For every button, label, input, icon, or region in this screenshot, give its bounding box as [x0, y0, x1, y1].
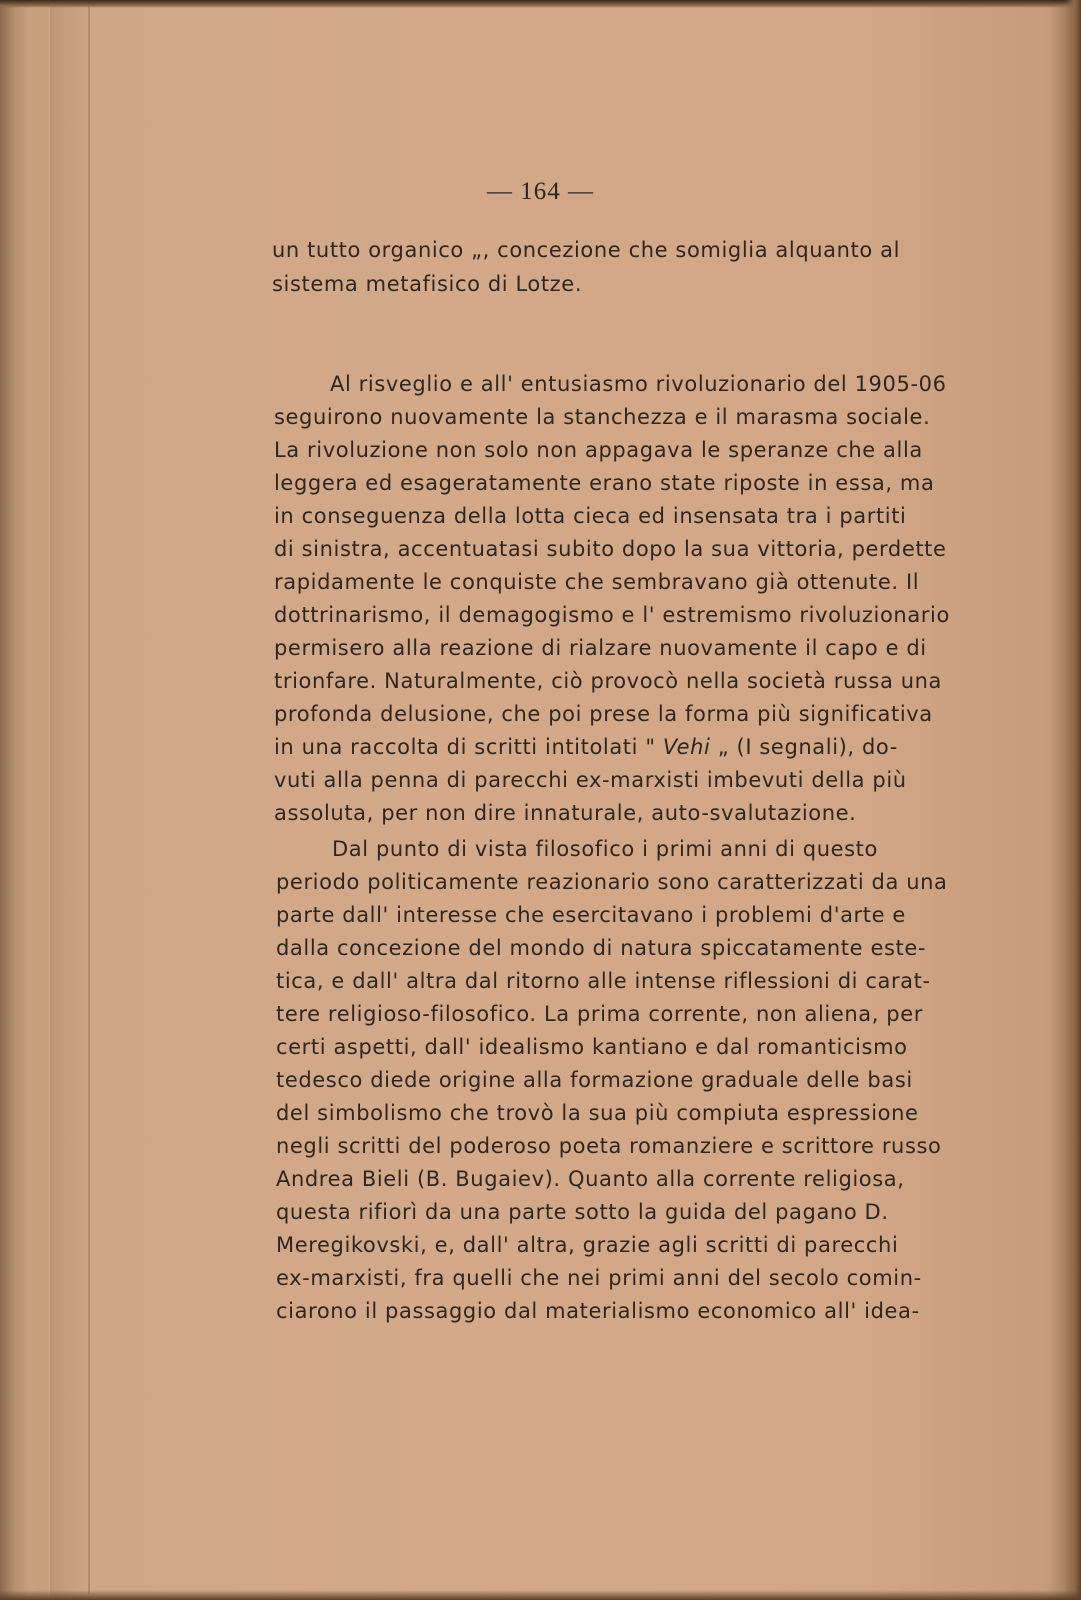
text-line: in conseguenza della lotta cieca ed insensata tra i partiti	[274, 504, 907, 528]
inner-leaf-shadow	[50, 0, 90, 1600]
binding-stripe	[88, 6, 90, 1594]
text-line: tedesco diede origine alla formazione graduale delle basi	[276, 1068, 913, 1092]
text-line: questa rifiorì da una parte sotto la guida del pagano D.	[276, 1200, 889, 1224]
text-line: sistema metafisico di Lotze.	[272, 272, 583, 296]
text-line: dottrinarismo, il demagogismo e l' estremismo rivoluzionario	[274, 603, 950, 627]
text-line: un tutto organico „, concezione che somiglia alquanto al	[272, 238, 901, 262]
text-line: negli scritti del poderoso poeta romanziere e scrittore russo	[276, 1134, 942, 1158]
binding-edge	[0, 0, 48, 1600]
italic-title: Vehi	[662, 735, 711, 759]
text-line: assoluta, per non dire innaturale, auto-svalutazione.	[274, 801, 857, 825]
text-line: rapidamente le conquiste che sembravano già ottenute. Il	[274, 570, 920, 594]
text-line: tere religioso-filosofico. La prima corrente, non aliena, per	[276, 1002, 923, 1026]
text-line: permisero alla reazione di rialzare nuovamente il capo e di	[274, 636, 927, 660]
right-edge	[1065, 0, 1081, 1600]
text-line: di sinistra, accentuatasi subito dopo la sua vittoria, perdette	[274, 537, 947, 561]
text-line: del simbolismo che trovò la sua più compiuta espressione	[276, 1101, 919, 1125]
text-line: in una raccolta di scritti intitolati " Vehi „ (I segnali), do-	[274, 735, 898, 759]
text-line: vuti alla penna di parecchi ex-marxisti imbevuti della più	[274, 768, 907, 792]
text-line: ciarono il passaggio dal materialismo economico all' idea-	[276, 1299, 920, 1323]
text-line: tica, e dall' altra dal ritorno alle intense riflessioni di carat-	[276, 969, 931, 993]
text-line: Meregikovski, e, dall' altra, grazie agli scritti di parecchi	[276, 1233, 899, 1257]
top-edge	[0, 0, 1081, 8]
text-line: Al risveglio e all' entusiasmo rivoluzionario del 1905-06	[330, 372, 947, 396]
text-line: trionfare. Naturalmente, ciò provocò nella società russa una	[274, 669, 942, 693]
page-number: — 164 —	[487, 178, 594, 205]
text-line: Dal punto di vista filosofico i primi anni di questo	[332, 837, 878, 861]
text-line: seguirono nuovamente la stanchezza e il marasma sociale.	[274, 405, 931, 429]
bottom-edge	[0, 1590, 1081, 1600]
text-line: periodo politicamente reazionario sono caratterizzati da una	[276, 870, 948, 894]
text-line: parte dall' interesse che esercitavano i problemi d'arte e	[276, 903, 906, 927]
text-line: La rivoluzione non solo non appagava le speranze che alla	[274, 438, 923, 462]
text-line: leggera ed esageratamente erano state riposte in essa, ma	[274, 471, 935, 495]
text-line: profonda delusione, che poi prese la forma più significativa	[274, 702, 933, 726]
text-line: ex-marxisti, fra quelli che nei primi anni del secolo comin-	[276, 1266, 922, 1290]
text-line: dalla concezione del mondo di natura spiccatamente este-	[276, 936, 927, 960]
text-line: Andrea Bieli (B. Bugaiev). Quanto alla corrente religiosa,	[276, 1167, 905, 1191]
text-line: certi aspetti, dall' idealismo kantiano e dal romanticismo	[276, 1035, 908, 1059]
